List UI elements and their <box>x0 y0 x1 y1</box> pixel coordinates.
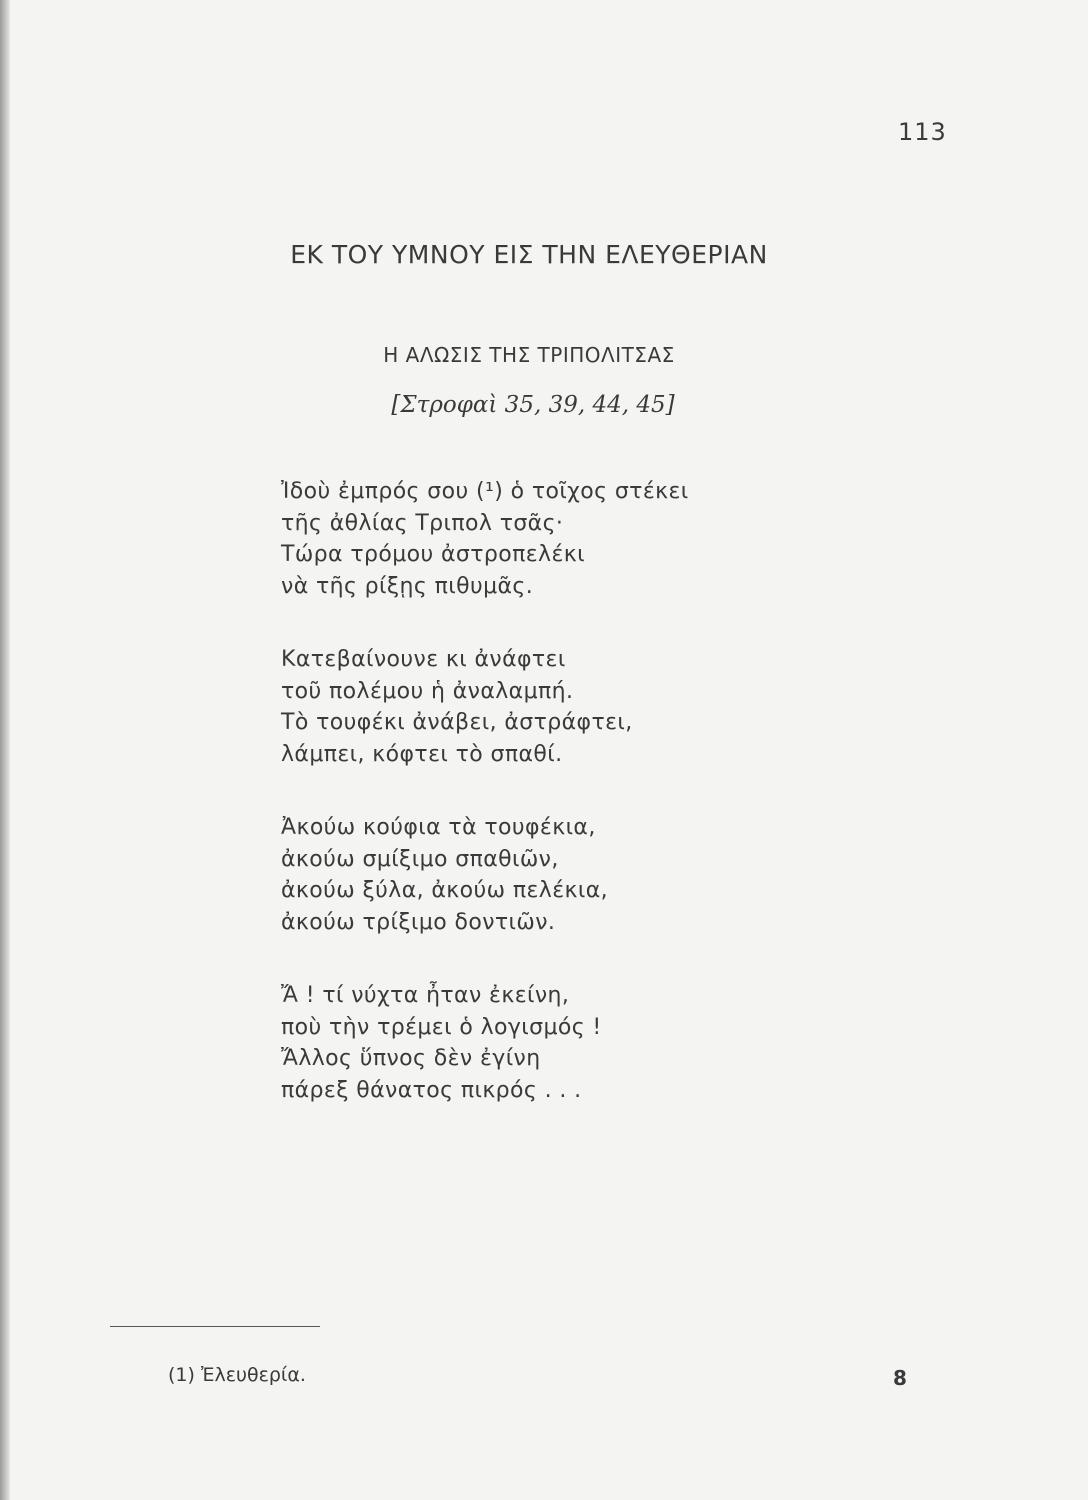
verse-line: ἀκούω σμίξιμο σπαθιῶν, <box>281 846 559 872</box>
verse-line: τοῦ πολέμου ἡ ἀναλαμπή. <box>281 678 574 704</box>
footnote-divider <box>110 1326 320 1327</box>
verse-line: τῆς ἀθλίας Τριπολ τσᾶς· <box>281 510 564 536</box>
verse-line: Κατεβαίνουνε κι ἀνάφτει <box>281 647 566 672</box>
page-number: 113 <box>898 118 947 146</box>
stanza-3 <box>281 812 841 938</box>
verse-line: πάρεξ θάνατος πικρός . . . <box>281 1077 582 1103</box>
verse-line: ποὺ τὴν τρέμει ὁ λογισμός ! <box>281 1014 602 1040</box>
signature-mark: 8 <box>893 1366 907 1390</box>
stanza-reference: [Στροφαὶ 35, 39, 44, 45] <box>391 392 675 418</box>
page-gutter-shadow <box>0 0 10 1500</box>
verse-line: νὰ τῆς ρίξῃς πιθυμᾶς. <box>281 573 534 599</box>
verse-line: Τὸ τουφέκι ἀνάβει, ἀστράφτει, <box>281 710 633 735</box>
poem-subtitle: Η ΑΛΩΣΙΣ ΤΗΣ ΤΡΙΠΟΛΙΤΣΑΣ <box>383 343 675 367</box>
verse-line: Ἰδοὺ ἐμπρός σου (¹) ὁ τοῖχος στέκει <box>281 479 689 504</box>
verse-line: Ἀκούω κούφια τὰ τουφέκια, <box>281 815 596 840</box>
verse-line: ἀκούω ξύλα, ἀκούω πελέκια, <box>281 878 609 903</box>
poem-body <box>281 476 841 1148</box>
verse-line: Τώρα τρόμου ἀστροπελέκι <box>281 542 585 567</box>
poem-title: ΕΚ ΤΟΥ ΥΜΝΟΥ ΕΙΣ ΤΗΝ ΕΛΕΥΘΕΡΙΑΝ <box>290 240 768 269</box>
stanza-1 <box>281 476 841 602</box>
footnote: (1) Ἐλευθερία. <box>168 1364 306 1386</box>
verse-line: Ἄ ! τί νύχτα ἦταν ἐκείνη, <box>281 983 570 1008</box>
verse-line: Ἄλλος ὕπνος δὲν ἐγίνη <box>281 1046 541 1071</box>
verse-line: ἀκούω τρίξιμο δοντιῶν. <box>281 909 556 935</box>
verse-line: λάμπει, κόφτει τὸ σπαθί. <box>281 741 563 767</box>
stanza-4 <box>281 980 841 1106</box>
stanza-2 <box>281 644 841 770</box>
